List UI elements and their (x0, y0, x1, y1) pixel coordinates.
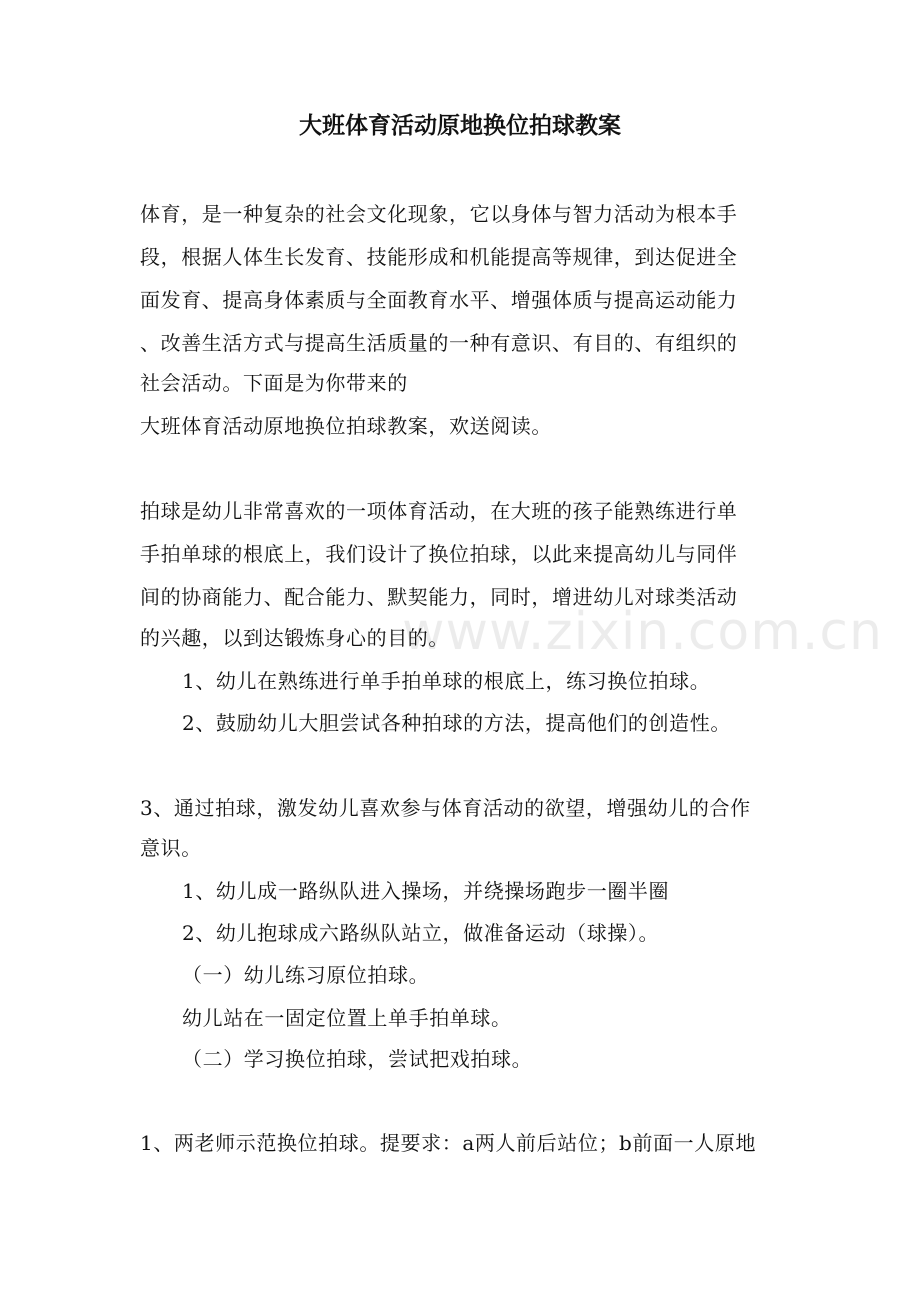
paragraph-line: 意识。 (140, 836, 202, 860)
list-item: 2、幼儿抱球成六路纵队站立，做准备运动（球操）。 (182, 921, 660, 945)
paragraph-line: 社会活动。下面是为你带来的 (140, 371, 408, 395)
paragraph-line: 段，根据人体生长发育、技能形成和机能提高等规律，到达促进全 (140, 245, 738, 269)
section-heading: （一）幼儿练习原位拍球。 (182, 963, 430, 987)
paragraph-line: 面发育、提高身体素质与全面教育水平、增强体质与提高运动能力 (140, 288, 738, 312)
paragraph-line: 手拍单球的根底上，我们设计了换位拍球，以此来提高幼儿与同伴 (140, 542, 738, 566)
paragraph-line: 体育，是一种复杂的社会文化现象，它以身体与智力活动为根本手 (140, 202, 738, 226)
paragraph-line: 拍球是幼儿非常喜欢的一项体育活动，在大班的孩子能熟练进行单 (140, 499, 738, 523)
paragraph-line: 幼儿站在一固定位置上单手拍单球。 (182, 1006, 512, 1030)
paragraph-line: 、改善生活方式与提高生活质量的一种有意识、有目的、有组织的 (140, 331, 738, 355)
paragraph-line: 的兴趣，以到达锻炼身心的目的。 (140, 626, 449, 650)
paragraph-line: 间的协商能力、配合能力、默契能力，同时，增进幼儿对球类活动 (140, 585, 738, 609)
paragraph-line: 大班体育活动原地换位拍球教案，欢送阅读。 (140, 414, 552, 438)
paragraph-line: 3、通过拍球，激发幼儿喜欢参与体育活动的欲望，增强幼儿的合作 (140, 796, 751, 820)
section-heading: （二）学习换位拍球，尝试把戏拍球。 (182, 1047, 533, 1071)
watermark: www.zixin.com.cn (402, 602, 883, 662)
list-item: 1、幼儿在熟练进行单手拍单球的根底上，练习换位拍球。 (182, 669, 711, 693)
list-item: 2、鼓励幼儿大胆尝试各种拍球的方法，提高他们的创造性。 (182, 711, 731, 735)
document-title: 大班体育活动原地换位拍球教案 (299, 113, 621, 139)
paragraph-line: 1、两老师示范换位拍球。提要求：a两人前后站位；b前面一人原地 (140, 1131, 757, 1155)
list-item: 1、幼儿成一路纵队进入操场，并绕操场跑步一圈半圈 (182, 879, 670, 903)
